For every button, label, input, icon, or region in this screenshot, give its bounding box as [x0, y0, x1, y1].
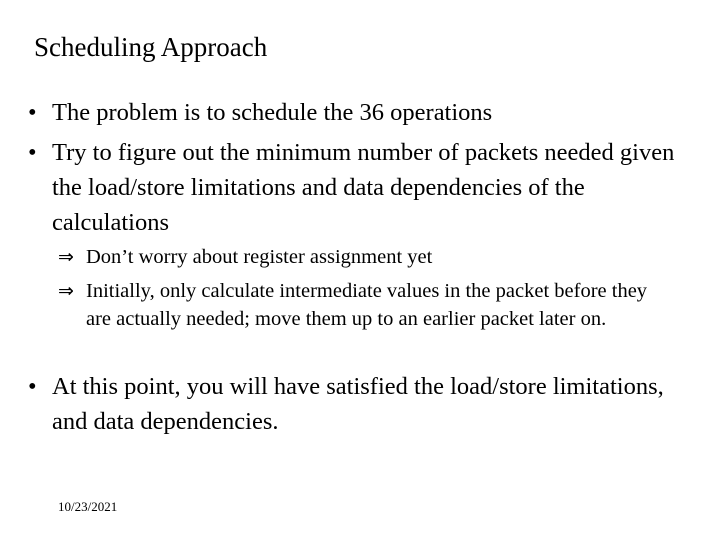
- bullet-dot-icon: •: [28, 373, 37, 400]
- sub-bullet-item: [58, 277, 668, 333]
- bullet-item: [24, 95, 684, 130]
- bullet-item: [24, 135, 684, 240]
- sub-bullet-item: [58, 243, 668, 271]
- slide-title: Scheduling Approach: [34, 32, 268, 62]
- bullet-text: Try to figure out the minimum number of packets needed given the load/store limitations and data dependencies of the calculations: [52, 139, 675, 236]
- bullet-text: The problem is to schedule the 36 operations: [52, 99, 493, 126]
- implies-arrow-icon: ⇒: [58, 246, 74, 268]
- bullet-dot-icon: •: [28, 139, 37, 166]
- implies-arrow-icon: ⇒: [58, 280, 74, 302]
- bullet-item: [24, 369, 684, 439]
- footer-date: 10/23/2021: [58, 499, 118, 514]
- bullet-dot-icon: •: [28, 99, 37, 126]
- bullet-text: At this point, you will have satisfied the load/store limitations, and data dependencies.: [52, 373, 664, 435]
- sub-bullet-text: Initially, only calculate intermediate values in the packet before they are actually needed; move them up to an earlier packet later on.: [86, 280, 648, 330]
- sub-bullet-text: Don’t worry about register assignment yet: [86, 246, 433, 268]
